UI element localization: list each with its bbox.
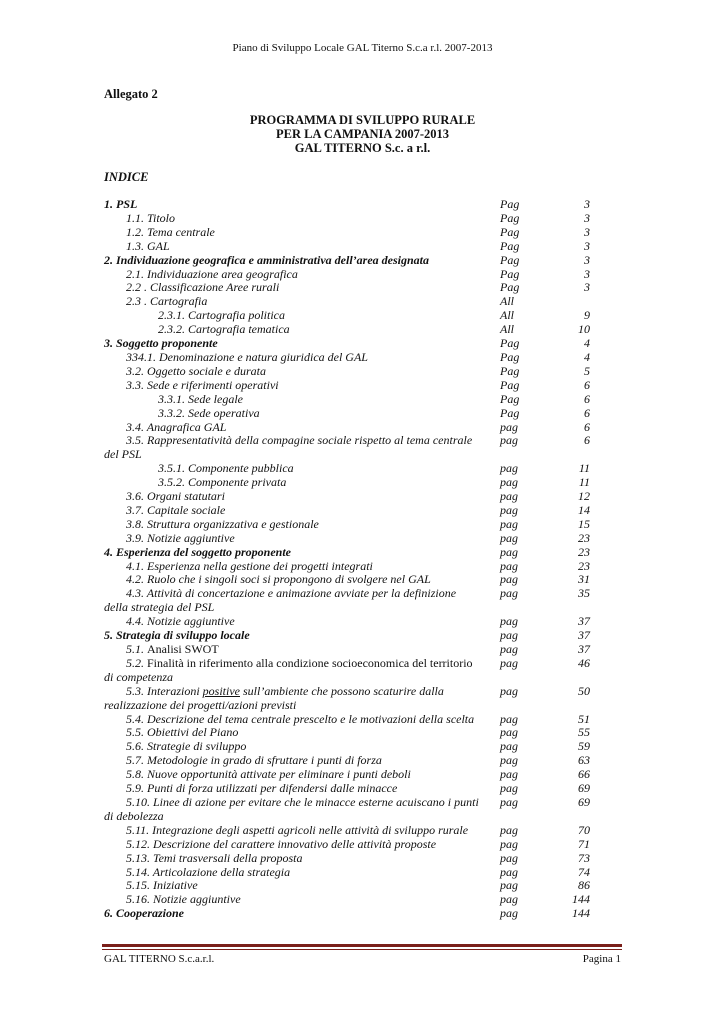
toc-entry-page-label: pag <box>500 516 518 531</box>
toc-entry-page-label: pag <box>500 655 518 670</box>
toc-entry-text: 5.7. Metodologie in grado di sfruttare i punti di forza <box>126 753 382 768</box>
toc-entry-page-label: pag <box>500 544 518 559</box>
toc-entry[interactable] <box>104 518 590 532</box>
toc-entry-page-number: 3 <box>584 266 590 281</box>
toc-entry-title <box>104 893 496 907</box>
footer-rule <box>102 944 622 947</box>
toc-entry-title <box>104 281 496 295</box>
footer-rule-thin <box>102 949 622 950</box>
toc-entry-text: 1. PSL <box>104 197 138 211</box>
toc-entry-page-number: 3 <box>584 252 590 267</box>
toc-entry-page-label: pag <box>500 475 518 490</box>
toc-entry-text: 4.2. Ruolo che i singoli soci si propongono di svolgere nel GAL <box>126 572 431 587</box>
toc-entry[interactable] <box>104 198 590 212</box>
toc-entry-title <box>104 434 496 448</box>
toc-entry-page-number: 10 <box>578 322 590 337</box>
toc-entry-text: 5. Strategia di sviluppo locale <box>104 628 250 643</box>
toc-entry[interactable] <box>104 281 590 295</box>
toc-entry-page-number: 31 <box>578 572 590 587</box>
toc-entry-title <box>104 407 496 421</box>
toc-entry-text: 3.4. Anagrafica GAL <box>126 419 227 434</box>
toc-entry[interactable] <box>104 462 590 476</box>
title-line-3: GAL TITERNO S.c. a r.l. <box>294 141 431 155</box>
toc-entry-title <box>104 393 496 407</box>
toc-entry-text: 4.3. Attività di concertazione e animazione avviate per la definizione <box>126 586 457 601</box>
toc-entry-title <box>104 907 496 921</box>
toc-entry-title <box>104 824 496 838</box>
toc-entry-text: 3.5.1. Componente pubblica <box>158 461 294 476</box>
toc-entry[interactable] <box>104 685 590 713</box>
toc-entry-page-label: pag <box>500 725 518 740</box>
toc-entry[interactable] <box>104 796 590 824</box>
toc-entry-text: 5.10. Linee di azione per evitare che le minacce esterne acuiscano i punti <box>126 794 479 809</box>
toc-entry-page-label: pag <box>500 836 518 851</box>
toc-entry[interactable] <box>104 490 590 504</box>
toc-entry[interactable] <box>104 421 590 435</box>
index-heading: INDICE <box>104 170 149 184</box>
toc-entry-text: 1.2. Tema centrale <box>126 224 215 239</box>
toc-entry[interactable] <box>104 893 590 907</box>
toc-entry[interactable] <box>104 643 590 657</box>
toc-entry[interactable] <box>104 504 590 518</box>
toc-entry-title <box>104 879 496 893</box>
toc-entry-title <box>104 490 496 504</box>
footer-page-number: Pagina 1 <box>582 953 621 965</box>
toc-entry-page-number: 59 <box>578 739 590 754</box>
toc-entry-text: Finalità in riferimento alla condizione socioeconomica del territorio <box>147 655 473 670</box>
toc-entry[interactable] <box>104 407 590 421</box>
toc-entry-text: 2.3 . Cartografia <box>126 294 208 309</box>
toc-entry-page-number: 71 <box>578 836 590 851</box>
toc-entry-text: 5.16. Notizie aggiuntive <box>126 892 241 907</box>
toc-entry[interactable] <box>104 713 590 727</box>
toc-entry-title <box>104 518 496 532</box>
toc-entry[interactable] <box>104 393 590 407</box>
toc-entry-page-number: 6 <box>584 377 590 392</box>
toc-entry-page-number: 9 <box>584 308 590 323</box>
title-line-2: PER LA CAMPANIA 2007-2013 <box>275 127 450 141</box>
attachment-label: Allegato 2 <box>104 87 158 101</box>
toc-entry-page-label: pag <box>500 489 518 504</box>
toc-entry-page-number: 50 <box>578 683 590 698</box>
toc-entry-page-number: 37 <box>578 628 590 643</box>
toc-entry-page-label: All <box>500 294 514 309</box>
toc-entry-text: 3.3.1. Sede legale <box>158 391 243 406</box>
toc-entry-page-number: 37 <box>578 614 590 629</box>
toc-entry-page-label: pag <box>500 781 518 796</box>
toc-entry[interactable] <box>104 434 590 462</box>
toc-entry-title <box>104 476 496 490</box>
toc-entry-text: 3.8. Struttura organizzativa e gestionale <box>126 516 319 531</box>
toc-entry-page-label: pag <box>500 572 518 587</box>
toc-entry-page-number: 11 <box>578 461 590 476</box>
toc-entry-page-number: 73 <box>578 850 590 865</box>
toc-entry-page-number: 37 <box>578 642 590 656</box>
toc-entry-page-number: 5 <box>584 363 590 378</box>
toc-entry-page-number: 6 <box>584 405 590 420</box>
toc-entry-title <box>104 323 496 337</box>
toc-entry[interactable] <box>104 852 590 866</box>
toc-entry-page-number: 4 <box>584 349 590 364</box>
toc-entry-page-label: Pag <box>500 336 520 351</box>
toc-entry[interactable] <box>104 907 590 921</box>
toc-entry-page-label: Pag <box>500 210 520 225</box>
toc-entry-title <box>104 629 496 643</box>
toc-entry-page-label: pag <box>500 530 518 545</box>
toc-entry-title <box>104 852 496 866</box>
toc-entry-page-number: 3 <box>584 210 590 225</box>
toc-entry[interactable] <box>104 546 590 560</box>
toc-entry-text: 3.3. Sede e riferimenti operativi <box>126 377 279 392</box>
toc-entry[interactable] <box>104 573 590 587</box>
toc-entry-page-label: pag <box>500 419 518 434</box>
toc-entry-page-number: 51 <box>578 711 590 726</box>
toc-entry[interactable] <box>104 726 590 740</box>
toc-entry-text: 5.5. Obiettivi del Piano <box>126 725 239 740</box>
toc-entry[interactable] <box>104 879 590 893</box>
toc-entry-title <box>104 351 496 365</box>
toc-entry-page-number: 3 <box>584 197 590 211</box>
toc-entry-page-label: Pag <box>500 280 520 295</box>
toc-entry-page-number: 66 <box>578 767 590 782</box>
toc-entry-text: 5.4. Descrizione del tema centrale prescelto e le motivazioni della scelta <box>126 711 475 726</box>
toc-entry-page-label: Pag <box>500 197 520 211</box>
toc-entry-title <box>104 782 496 796</box>
toc-entry-page-label: pag <box>500 753 518 768</box>
toc-entry-page-number: 35 <box>578 586 590 601</box>
toc-entry-page-label: pag <box>500 864 518 879</box>
toc-entry-title <box>104 740 496 754</box>
toc-entry-text: 4.1. Esperienza nella gestione dei progetti integrati <box>126 558 373 573</box>
toc-entry[interactable] <box>104 782 590 796</box>
toc-entry-page-number: 55 <box>578 725 590 740</box>
toc-entry-page-label: Pag <box>500 377 520 392</box>
toc-entry-title <box>104 254 496 268</box>
toc-entry-text: 2.1. Individuazione area geografica <box>126 266 298 281</box>
toc-entry-text: 2. Individuazione geografica e amministrativa dell’area designata <box>104 252 429 267</box>
toc-entry[interactable] <box>104 379 590 393</box>
toc-entry-page-number: 86 <box>578 878 590 893</box>
toc-entry-title <box>104 768 496 782</box>
toc-entry-text: sull’ambiente che possono scaturire dalla <box>240 683 444 698</box>
toc-entry-page-number: 15 <box>578 516 590 531</box>
toc-entry[interactable] <box>104 240 590 254</box>
toc-entry[interactable] <box>104 740 590 754</box>
toc-entry-page-label: pag <box>500 683 518 698</box>
toc-entry-text: 2.2 . Classificazione Aree rurali <box>126 280 280 295</box>
toc-entry-page-number: 144 <box>572 906 590 921</box>
toc-entry[interactable] <box>104 295 590 309</box>
toc-entry-text: 3.9. Notizie aggiuntive <box>126 530 235 545</box>
toc-entry-title <box>104 587 496 601</box>
toc-entry-title <box>104 309 496 323</box>
toc-entry-underlined: positive <box>202 683 240 698</box>
toc-entry-text: 4.4. Notizie aggiuntive <box>126 614 235 629</box>
toc-entry[interactable] <box>104 560 590 574</box>
toc-entry-title <box>104 532 496 546</box>
toc-entry-title <box>104 838 496 852</box>
toc-entry-page-label: pag <box>500 892 518 907</box>
toc-entry[interactable] <box>104 532 590 546</box>
toc-entry[interactable] <box>104 615 590 629</box>
toc-entry-page-label: pag <box>500 850 518 865</box>
toc-entry[interactable] <box>104 754 590 768</box>
toc-entry[interactable] <box>104 309 590 323</box>
toc-entry-title <box>104 462 496 476</box>
toc-entry[interactable] <box>104 824 590 838</box>
toc-entry-text: 1.1. Titolo <box>126 210 176 225</box>
toc-entry[interactable] <box>104 629 590 643</box>
toc-entry-text: 5.8. Nuove opportunità attivate per eliminare i punti deboli <box>126 767 411 782</box>
toc-entry-page-label: pag <box>500 642 518 656</box>
toc-entry-page-label: pag <box>500 767 518 782</box>
toc-entry-text: 5.15. Iniziative <box>126 878 198 893</box>
toc-entry-title <box>104 212 496 226</box>
toc-entry-title-continuation: del PSL <box>104 447 142 462</box>
toc-entry-page-number: 74 <box>578 864 590 879</box>
toc-entry-text: 3.2. Oggetto sociale e durata <box>126 363 266 378</box>
toc-entry[interactable] <box>104 476 590 490</box>
toc-entry-text: 334.1. Denominazione e natura giuridica del GAL <box>126 349 368 364</box>
toc-entry-text: 3.5.2. Componente privata <box>158 475 287 490</box>
toc-entry-text: 5.9. Punti di forza utilizzati per difendersi dalle minacce <box>126 781 398 796</box>
toc-entry-page-label: pag <box>500 794 518 809</box>
toc-entry-page-number: 6 <box>584 433 590 448</box>
toc-entry-page-label: pag <box>500 433 518 448</box>
toc-entry-page-number: 69 <box>578 794 590 809</box>
toc-entry-title <box>104 421 496 435</box>
toc-entry-title <box>104 754 496 768</box>
toc-entry-page-number: 46 <box>578 655 590 670</box>
toc-entry-text: 3.3.2. Sede operativa <box>158 405 260 420</box>
toc-entry-page-number: 3 <box>584 224 590 239</box>
toc-entry-title <box>104 268 496 282</box>
toc-entry-page-label: pag <box>500 502 518 517</box>
toc-entry-page-label: pag <box>500 461 518 476</box>
toc-entry[interactable] <box>104 254 590 268</box>
toc-entry-text: 5.13. Temi trasversali della proposta <box>126 850 303 865</box>
toc-entry-title-continuation: di debolezza <box>104 808 164 823</box>
toc-entry-page-number: 12 <box>578 489 590 504</box>
footer-company: GAL TITERNO S.c.a.r.l. <box>104 953 215 965</box>
title-line-1: PROGRAMMA DI SVILUPPO RURALE <box>249 113 476 127</box>
toc-entry-page-label: pag <box>500 739 518 754</box>
toc-entry-title <box>104 713 496 727</box>
toc-entry-text: 5.14. Articolazione della strategia <box>126 864 291 879</box>
toc-entry-page-number: 11 <box>578 475 590 490</box>
toc-entry-title <box>104 657 496 671</box>
toc-entry-title <box>104 226 496 240</box>
toc-entry[interactable] <box>104 587 590 615</box>
toc-entry-page-label: pag <box>500 586 518 601</box>
toc-entry-page-label: pag <box>500 822 518 837</box>
document-title <box>0 113 725 155</box>
toc-entry-text: 5.11. Integrazione degli aspetti agricoli nelle attività di sviluppo rurale <box>126 822 469 837</box>
toc-entry-title-continuation: di competenza <box>104 669 173 684</box>
toc-entry-title <box>104 379 496 393</box>
toc-entry-page-number: 4 <box>584 336 590 351</box>
toc-entry-title <box>104 796 496 810</box>
toc-entry-page-label: pag <box>500 878 518 893</box>
toc-entry-title <box>104 643 496 657</box>
toc-entry-text: 3. Soggetto proponente <box>104 336 218 351</box>
toc-entry-text: 5.6. Strategie di sviluppo <box>126 739 247 754</box>
toc-entry-text: 3.5. Rappresentatività della compagine sociale rispetto al tema centrale <box>126 433 473 448</box>
toc-entry-title <box>104 685 496 699</box>
toc-entry-text: 6. Cooperazione <box>104 906 185 921</box>
toc-entry-page-number: 144 <box>572 892 590 907</box>
toc-entry-title <box>104 726 496 740</box>
toc-entry-title <box>104 198 496 212</box>
toc-entry[interactable] <box>104 212 590 226</box>
toc-entry-page-label: Pag <box>500 238 520 253</box>
toc-entry-text: 3.7. Capitale sociale <box>126 502 226 517</box>
toc-entry-page-label: Pag <box>500 363 520 378</box>
toc-entry[interactable] <box>104 866 590 880</box>
toc-entry-text: 5.12. Descrizione del carattere innovativo delle attività proposte <box>126 836 437 851</box>
toc-entry[interactable] <box>104 351 590 365</box>
toc-entry-title <box>104 337 496 351</box>
toc-entry[interactable] <box>104 226 590 240</box>
toc-entry[interactable] <box>104 657 590 685</box>
toc-entry-title-continuation: realizzazione dei progetti/azioni previsti <box>104 697 297 712</box>
toc-entry-page-label: Pag <box>500 349 520 364</box>
page-header: Piano di Sviluppo Locale GAL Titerno S.c.a r.l. 2007-2013 <box>232 42 493 54</box>
toc-entry-title <box>104 560 496 574</box>
toc-entry-page-label: pag <box>500 558 518 573</box>
toc-entry-page-label: All <box>500 322 514 337</box>
toc-entry-title <box>104 866 496 880</box>
toc-entry-page-number: 3 <box>584 280 590 295</box>
toc-entry-title <box>104 240 496 254</box>
toc-entry-page-label: Pag <box>500 224 520 239</box>
toc-entry[interactable] <box>104 365 590 379</box>
toc-entry-number: 5.1. <box>126 642 147 656</box>
toc-entry-page-label: pag <box>500 711 518 726</box>
toc-entry-title <box>104 365 496 379</box>
toc-entry-page-number: 23 <box>578 544 590 559</box>
toc-entry[interactable] <box>104 323 590 337</box>
toc-entry-page-label: pag <box>500 614 518 629</box>
toc-entry-page-number: 23 <box>578 530 590 545</box>
toc-entry-page-label: Pag <box>500 405 520 420</box>
toc-entry-title <box>104 546 496 560</box>
toc-entry-number: 5.2. <box>126 655 147 670</box>
toc-entry-title <box>104 615 496 629</box>
toc-entry-text: 3.6. Organi statutari <box>126 489 225 504</box>
toc-entry-title <box>104 295 496 309</box>
toc-entry-text: 2.3.2. Cartografia tematica <box>158 322 290 337</box>
toc-entry-text: 4. Esperienza del soggetto proponente <box>104 544 292 559</box>
toc-entry-title <box>104 573 496 587</box>
toc-entry-title <box>104 504 496 518</box>
toc-entry-page-label: All <box>500 308 514 323</box>
toc-entry[interactable] <box>104 337 590 351</box>
toc-entry-page-number: 6 <box>584 391 590 406</box>
toc-entry[interactable] <box>104 768 590 782</box>
toc-entry-page-number: 69 <box>578 781 590 796</box>
table-of-contents <box>104 198 590 921</box>
toc-entry-title-continuation: della strategia del PSL <box>104 600 215 615</box>
toc-entry-text: 2.3.1. Cartografia politica <box>158 308 286 323</box>
toc-entry-page-label: Pag <box>500 391 520 406</box>
toc-entry-page-number: 3 <box>584 238 590 253</box>
toc-entry-page-number: 6 <box>584 419 590 434</box>
toc-entry-page-number: 63 <box>578 753 590 768</box>
toc-entry-page-number: 23 <box>578 558 590 573</box>
toc-entry-page-label: Pag <box>500 266 520 281</box>
toc-entry-text: 1.3. GAL <box>126 238 170 253</box>
toc-entry-page-label: pag <box>500 628 518 643</box>
toc-entry[interactable] <box>104 268 590 282</box>
toc-entry-page-label: Pag <box>500 252 520 267</box>
toc-entry[interactable] <box>104 838 590 852</box>
toc-entry-page-label: pag <box>500 906 518 921</box>
toc-entry-text: 5.3. Interazioni <box>126 683 203 698</box>
toc-entry-page-number: 14 <box>578 502 590 517</box>
toc-entry-page-number: 70 <box>578 822 590 837</box>
toc-entry-text: Analisi SWOT <box>147 642 219 656</box>
